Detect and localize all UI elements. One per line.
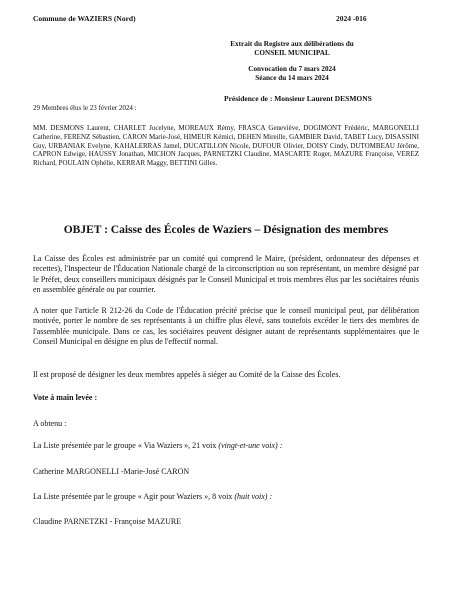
list-result-2-text: La Liste présentée par le groupe « Agir pour Waziers », 8 voix [33, 492, 235, 501]
members-list: MM. DESMONS Laurent, CHARLET Jocelyne, MOREAUX Rémy, FRASCA Geneviève, DOGIMONT Frédéric, MARGONELLI Catherine, FERENZ Sébastien, CARON Marie-José, HIMEUR Kémici, DEHEN Mireille, GAMBIER David, TABET Lucy, DISASSINI Guy, URBANIAK Evelyne, KAHALERRAS Jamel, DUCATILLON Nicole, DUFOUR Olivier, DOISY Cindy, DUTOMBEAU Jérôme, CAPRON Edwige, HAUSSY Jonathan, MICHON Jacques, PARNETZKI Claudine, MASCARTE Roger, MAZURE Françoise, VEREZ Richard, POULAIN Ophélie, KERRAR Maggy, BETTINI Gilles. [33, 124, 419, 168]
objet-title: OBJET : Caisse des Écoles de Waziers – Désignation des membres [63, 224, 389, 236]
extract-heading [222, 40, 362, 58]
convocation-date: Convocation du 7 mars 2024 [248, 65, 336, 73]
presidence: Présidence de : Monsieur Laurent DESMONS [224, 94, 372, 103]
list-result-2-votes: (huit voix) : [234, 492, 273, 501]
list-result-1-votes: (vingt-et-une voix) : [218, 441, 283, 450]
list-members-2: Claudine PARNETZKI - Françoise MAZURE [33, 517, 182, 526]
list-result-1 [33, 441, 282, 450]
commune-name: Commune de WAZIERS (Nord) [33, 14, 136, 23]
paragraph-article: A noter que l'article R 212-26 du Code de l'Éducation précité précise que le conseil municipal peut, par délibération motivée, porter le nombre de ses représentants à un chiffre plus élevé, sans toutefois excéder le tiers des membres de l'assemblée municipale. Dans ce cas, les sociétaires peuvent désigner autant de représentants supplémentaires que le Conseil Municipal en désigne en plus de l'effectif normal. [33, 306, 419, 347]
paragraph-proposal: Il est proposé de désigner les deux membres appelés à siéger au Comité de la Caisse des Écoles. [33, 370, 341, 379]
seance-date: Séance du 14 mars 2024 [255, 74, 329, 82]
list-result-2 [33, 492, 272, 501]
council-title: CONSEIL MUNICIPAL [254, 49, 330, 57]
meeting-dates [222, 65, 362, 83]
vote-heading: Vote à main levée : [33, 393, 98, 402]
list-result-1-text: La Liste présentée par le groupe « Via Waziers », 21 voix [33, 441, 219, 450]
extract-line: Extrait du Registre aux délibérations du [230, 40, 354, 48]
obtenu-label: A obtenu : [33, 419, 67, 428]
paragraph-composition: La Caisse des Écoles est administrée par un comité qui comprend le Maire, (président, ordonnateur des dépenses et recettes), l'Inspecteur de l'Éducation Nationale chargé de la circonscription ou son représentant, un membre désigné par le Préfet, deux conseillers municipaux désignés par le Conseil Municipal et trois membres élus par les sociétaires réunis en assemblée générale ou par courrier. [33, 254, 419, 295]
list-members-1: Catherine MARGONELLI -Marie-José CARON [33, 467, 190, 476]
members-count: 29 Membres élus le 23 février 2024 : [33, 104, 137, 112]
deliberation-reference: 2024 -016 [336, 14, 367, 23]
